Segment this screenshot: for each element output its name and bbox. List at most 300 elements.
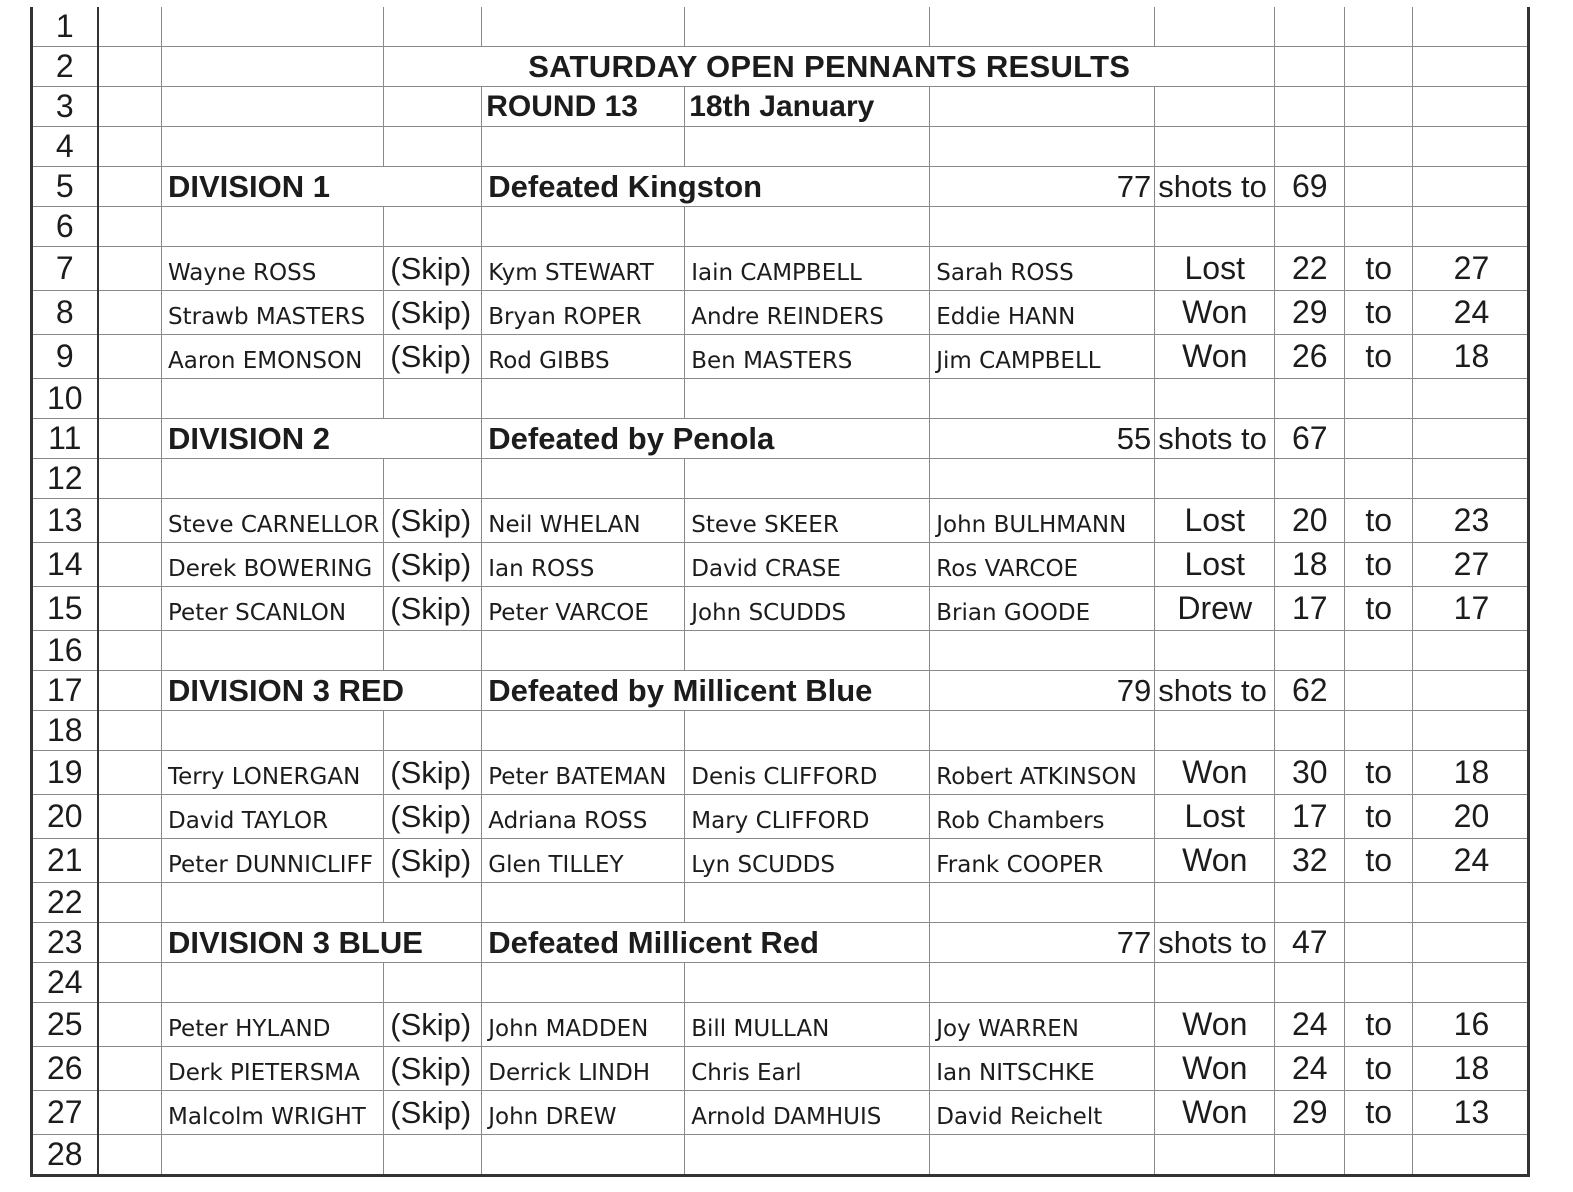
rink-outcome: Won (1155, 1003, 1275, 1047)
empty-cell (685, 379, 930, 419)
score-against: 18 (1413, 1047, 1529, 1091)
player-name: Adriana ROSS (482, 795, 685, 839)
empty-cell (98, 459, 162, 499)
empty-cell (482, 1135, 685, 1176)
rink-outcome: Lost (1155, 499, 1275, 543)
skip-label: (Skip) (384, 1003, 482, 1047)
player-name: Chris Earl (685, 1047, 930, 1091)
empty-cell (384, 87, 482, 127)
empty-cell (1413, 631, 1529, 671)
empty-cell (685, 207, 930, 247)
to-label: to (1345, 291, 1413, 335)
empty-cell (162, 963, 384, 1003)
shots-to-label: shots to (1155, 923, 1275, 963)
score-against: 24 (1413, 291, 1529, 335)
empty-cell (685, 127, 930, 167)
empty-cell (98, 1091, 162, 1135)
score-for: 24 (1275, 1047, 1345, 1091)
sheet-row (32, 883, 1529, 923)
skip-name: Wayne ROSS (162, 247, 384, 291)
skip-name: Derek BOWERING (162, 543, 384, 587)
empty-cell (162, 47, 384, 87)
empty-cell (1413, 923, 1529, 963)
empty-cell (1155, 7, 1275, 47)
score-against: 16 (1413, 1003, 1529, 1047)
row-number: 8 (32, 291, 98, 335)
empty-cell (930, 963, 1155, 1003)
empty-cell (1345, 631, 1413, 671)
empty-cell (1413, 127, 1529, 167)
row-number: 19 (32, 751, 98, 795)
empty-cell (482, 207, 685, 247)
player-name: Peter BATEMAN (482, 751, 685, 795)
row-number: 17 (32, 671, 98, 711)
empty-cell (685, 1135, 930, 1176)
player-name: Ian NITSCHKE (930, 1047, 1155, 1091)
division-shots-against: 62 (1275, 671, 1345, 711)
skip-name: Malcolm WRIGHT (162, 1091, 384, 1135)
sheet-row (32, 1003, 1529, 1047)
empty-cell (482, 7, 685, 47)
empty-cell (1275, 883, 1345, 923)
to-label: to (1345, 839, 1413, 883)
empty-cell (1413, 883, 1529, 923)
score-for: 22 (1275, 247, 1345, 291)
empty-cell (162, 883, 384, 923)
sheet-row (32, 839, 1529, 883)
player-name: Neil WHELAN (482, 499, 685, 543)
score-for: 20 (1275, 499, 1345, 543)
division-shots-against: 47 (1275, 923, 1345, 963)
sheet-row (32, 167, 1529, 207)
empty-cell (1345, 1135, 1413, 1176)
empty-cell (1155, 207, 1275, 247)
division-shots-against: 69 (1275, 167, 1345, 207)
score-for: 32 (1275, 839, 1345, 883)
skip-label: (Skip) (384, 499, 482, 543)
score-against: 23 (1413, 499, 1529, 543)
sheet-row (32, 87, 1529, 127)
skip-name: Terry LONERGAN (162, 751, 384, 795)
score-against: 24 (1413, 839, 1529, 883)
empty-cell (1155, 127, 1275, 167)
empty-cell (1345, 459, 1413, 499)
empty-cell (1275, 459, 1345, 499)
empty-cell (384, 631, 482, 671)
row-number: 27 (32, 1091, 98, 1135)
empty-cell (384, 7, 482, 47)
empty-cell (1413, 711, 1529, 751)
row-number: 2 (32, 47, 98, 87)
empty-cell (482, 963, 685, 1003)
empty-cell (1275, 47, 1345, 87)
empty-cell (685, 459, 930, 499)
empty-cell (930, 1135, 1155, 1176)
empty-cell (1275, 631, 1345, 671)
empty-cell (1345, 207, 1413, 247)
rink-outcome: Won (1155, 839, 1275, 883)
player-name: Lyn SCUDDS (685, 839, 930, 883)
empty-cell (1413, 87, 1529, 127)
player-name: Bill MULLAN (685, 1003, 930, 1047)
sheet-row (32, 379, 1529, 419)
row-number: 3 (32, 87, 98, 127)
empty-cell (1155, 631, 1275, 671)
skip-label: (Skip) (384, 247, 482, 291)
empty-cell (930, 883, 1155, 923)
empty-cell (1413, 379, 1529, 419)
player-name: Ros VARCOE (930, 543, 1155, 587)
sheet-row (32, 1091, 1529, 1135)
empty-cell (1345, 711, 1413, 751)
empty-cell (1413, 671, 1529, 711)
row-number: 4 (32, 127, 98, 167)
empty-cell (1155, 459, 1275, 499)
division-result: Defeated Kingston (482, 167, 930, 207)
empty-cell (98, 167, 162, 207)
empty-cell (1275, 87, 1345, 127)
sheet-row (32, 247, 1529, 291)
division-name: DIVISION 2 (162, 419, 482, 459)
empty-cell (1275, 7, 1345, 47)
sheet-row (32, 499, 1529, 543)
empty-cell (98, 923, 162, 963)
empty-cell (1275, 379, 1345, 419)
row-number: 15 (32, 587, 98, 631)
empty-cell (98, 1047, 162, 1091)
empty-cell (930, 7, 1155, 47)
empty-cell (1275, 711, 1345, 751)
empty-cell (1275, 1135, 1345, 1176)
score-against: 18 (1413, 335, 1529, 379)
empty-cell (384, 127, 482, 167)
to-label: to (1345, 499, 1413, 543)
empty-cell (1345, 167, 1413, 207)
empty-cell (162, 379, 384, 419)
empty-cell (98, 963, 162, 1003)
score-against: 18 (1413, 751, 1529, 795)
empty-cell (384, 459, 482, 499)
row-number: 21 (32, 839, 98, 883)
sheet-row (32, 127, 1529, 167)
empty-cell (1345, 7, 1413, 47)
row-number: 20 (32, 795, 98, 839)
empty-cell (98, 671, 162, 711)
score-against: 27 (1413, 543, 1529, 587)
to-label: to (1345, 247, 1413, 291)
player-name: Eddie HANN (930, 291, 1155, 335)
empty-cell (98, 751, 162, 795)
empty-cell (1345, 671, 1413, 711)
row-number: 14 (32, 543, 98, 587)
empty-cell (98, 839, 162, 883)
empty-cell (98, 631, 162, 671)
empty-cell (98, 499, 162, 543)
player-name: David CRASE (685, 543, 930, 587)
row-number: 23 (32, 923, 98, 963)
row-number: 10 (32, 379, 98, 419)
player-name: Andre REINDERS (685, 291, 930, 335)
skip-label: (Skip) (384, 1047, 482, 1091)
skip-label: (Skip) (384, 335, 482, 379)
sheet-row (32, 1135, 1529, 1176)
empty-cell (1155, 379, 1275, 419)
sheet-row (32, 631, 1529, 671)
empty-cell (1155, 1135, 1275, 1176)
skip-name: David TAYLOR (162, 795, 384, 839)
sheet-row (32, 795, 1529, 839)
empty-cell (1413, 1135, 1529, 1176)
player-name: Robert ATKINSON (930, 751, 1155, 795)
division-result: Defeated by Millicent Blue (482, 671, 930, 711)
division-name: DIVISION 3 RED (162, 671, 482, 711)
to-label: to (1345, 1091, 1413, 1135)
empty-cell (482, 883, 685, 923)
empty-cell (1345, 419, 1413, 459)
player-name: Joy WARREN (930, 1003, 1155, 1047)
empty-cell (1413, 167, 1529, 207)
empty-cell (98, 291, 162, 335)
empty-cell (384, 379, 482, 419)
skip-name: Steve CARNELLOR (162, 499, 384, 543)
empty-cell (162, 7, 384, 47)
sheet-body (32, 7, 1529, 1176)
empty-cell (1413, 47, 1529, 87)
sheet-row (32, 711, 1529, 751)
empty-cell (98, 711, 162, 751)
division-shots-against: 67 (1275, 419, 1345, 459)
empty-cell (98, 247, 162, 291)
score-for: 17 (1275, 795, 1345, 839)
empty-cell (930, 127, 1155, 167)
row-number: 22 (32, 883, 98, 923)
player-name: Sarah ROSS (930, 247, 1155, 291)
empty-cell (98, 87, 162, 127)
player-name: Steve SKEER (685, 499, 930, 543)
score-against: 13 (1413, 1091, 1529, 1135)
shots-to-label: shots to (1155, 671, 1275, 711)
sheet-row (32, 459, 1529, 499)
empty-cell (98, 127, 162, 167)
empty-cell (162, 711, 384, 751)
to-label: to (1345, 795, 1413, 839)
empty-cell (1345, 963, 1413, 1003)
empty-cell (1155, 883, 1275, 923)
row-number: 12 (32, 459, 98, 499)
to-label: to (1345, 1047, 1413, 1091)
empty-cell (98, 419, 162, 459)
sheet-row (32, 7, 1529, 47)
score-for: 18 (1275, 543, 1345, 587)
empty-cell (98, 47, 162, 87)
score-for: 24 (1275, 1003, 1345, 1047)
empty-cell (162, 1135, 384, 1176)
empty-cell (162, 87, 384, 127)
player-name: Ian ROSS (482, 543, 685, 587)
empty-cell (384, 963, 482, 1003)
empty-cell (685, 883, 930, 923)
empty-cell (162, 127, 384, 167)
to-label: to (1345, 751, 1413, 795)
empty-cell (1345, 923, 1413, 963)
empty-cell (685, 711, 930, 751)
row-number: 26 (32, 1047, 98, 1091)
empty-cell (1155, 963, 1275, 1003)
player-name: Iain CAMPBELL (685, 247, 930, 291)
score-for: 29 (1275, 1091, 1345, 1135)
player-name: Glen TILLEY (482, 839, 685, 883)
sheet-row (32, 923, 1529, 963)
empty-cell (1413, 7, 1529, 47)
empty-cell (930, 87, 1155, 127)
row-number: 6 (32, 207, 98, 247)
row-number: 28 (32, 1135, 98, 1176)
rink-outcome: Won (1155, 751, 1275, 795)
empty-cell (1413, 963, 1529, 1003)
player-name: Bryan ROPER (482, 291, 685, 335)
score-against: 17 (1413, 587, 1529, 631)
player-name: Brian GOODE (930, 587, 1155, 631)
empty-cell (384, 711, 482, 751)
rink-outcome: Lost (1155, 247, 1275, 291)
player-name: John SCUDDS (685, 587, 930, 631)
rink-outcome: Drew (1155, 587, 1275, 631)
empty-cell (98, 543, 162, 587)
empty-cell (482, 379, 685, 419)
results-spreadsheet (30, 7, 1530, 1177)
division-shots-for: 77 (930, 167, 1155, 207)
empty-cell (482, 127, 685, 167)
empty-cell (98, 7, 162, 47)
division-shots-for: 55 (930, 419, 1155, 459)
sheet-row (32, 419, 1529, 459)
player-name: Ben MASTERS (685, 335, 930, 379)
rink-outcome: Lost (1155, 795, 1275, 839)
score-against: 27 (1413, 247, 1529, 291)
rink-outcome: Won (1155, 291, 1275, 335)
empty-cell (482, 711, 685, 751)
rink-outcome: Won (1155, 1047, 1275, 1091)
player-name: Rob Chambers (930, 795, 1155, 839)
empty-cell (98, 795, 162, 839)
division-name: DIVISION 1 (162, 167, 482, 207)
skip-label: (Skip) (384, 291, 482, 335)
skip-name: Peter HYLAND (162, 1003, 384, 1047)
sheet-row (32, 47, 1529, 87)
player-name: David Reichelt (930, 1091, 1155, 1135)
empty-cell (1275, 207, 1345, 247)
skip-label: (Skip) (384, 751, 482, 795)
player-name: Denis CLIFFORD (685, 751, 930, 795)
division-name: DIVISION 3 BLUE (162, 923, 482, 963)
empty-cell (685, 963, 930, 1003)
empty-cell (98, 883, 162, 923)
to-label: to (1345, 543, 1413, 587)
empty-cell (930, 459, 1155, 499)
empty-cell (1413, 419, 1529, 459)
player-name: Jim CAMPBELL (930, 335, 1155, 379)
empty-cell (98, 379, 162, 419)
division-result: Defeated Millicent Red (482, 923, 930, 963)
player-name: John BULHMANN (930, 499, 1155, 543)
empty-cell (1345, 883, 1413, 923)
empty-cell (98, 207, 162, 247)
score-for: 17 (1275, 587, 1345, 631)
empty-cell (1345, 379, 1413, 419)
division-shots-for: 77 (930, 923, 1155, 963)
to-label: to (1345, 1003, 1413, 1047)
row-number: 24 (32, 963, 98, 1003)
empty-cell (1345, 87, 1413, 127)
sheet-row (32, 671, 1529, 711)
empty-cell (384, 883, 482, 923)
player-name: Arnold DAMHUIS (685, 1091, 930, 1135)
empty-cell (384, 1135, 482, 1176)
division-shots-for: 79 (930, 671, 1155, 711)
rink-outcome: Won (1155, 1091, 1275, 1135)
skip-name: Peter SCANLON (162, 587, 384, 631)
empty-cell (482, 631, 685, 671)
empty-cell (930, 631, 1155, 671)
row-number: 13 (32, 499, 98, 543)
empty-cell (1275, 127, 1345, 167)
sheet-row (32, 335, 1529, 379)
row-number: 18 (32, 711, 98, 751)
to-label: to (1345, 587, 1413, 631)
skip-name: Aaron EMONSON (162, 335, 384, 379)
skip-name: Peter DUNNICLIFF (162, 839, 384, 883)
shots-to-label: shots to (1155, 167, 1275, 207)
empty-cell (98, 1135, 162, 1176)
division-result: Defeated by Penola (482, 419, 930, 459)
row-number: 25 (32, 1003, 98, 1047)
score-for: 30 (1275, 751, 1345, 795)
skip-name: Strawb MASTERS (162, 291, 384, 335)
sheet-row (32, 291, 1529, 335)
empty-cell (1155, 87, 1275, 127)
empty-cell (482, 459, 685, 499)
skip-label: (Skip) (384, 587, 482, 631)
empty-cell (1155, 711, 1275, 751)
player-name: Mary CLIFFORD (685, 795, 930, 839)
empty-cell (98, 1003, 162, 1047)
empty-cell (685, 7, 930, 47)
skip-label: (Skip) (384, 1091, 482, 1135)
rink-outcome: Won (1155, 335, 1275, 379)
score-for: 29 (1275, 291, 1345, 335)
skip-label: (Skip) (384, 543, 482, 587)
empty-cell (162, 459, 384, 499)
round-label: ROUND 13 (482, 87, 685, 127)
empty-cell (930, 379, 1155, 419)
score-against: 20 (1413, 795, 1529, 839)
player-name: John MADDEN (482, 1003, 685, 1047)
row-number: 1 (32, 7, 98, 47)
row-number: 9 (32, 335, 98, 379)
sheet-title: SATURDAY OPEN PENNANTS RESULTS (384, 47, 1275, 87)
empty-cell (1413, 207, 1529, 247)
empty-cell (1345, 47, 1413, 87)
round-date: 18th January (685, 87, 930, 127)
player-name: Derrick LINDH (482, 1047, 685, 1091)
empty-cell (162, 631, 384, 671)
row-number: 11 (32, 419, 98, 459)
row-number: 16 (32, 631, 98, 671)
empty-cell (98, 335, 162, 379)
shots-to-label: shots to (1155, 419, 1275, 459)
row-number: 5 (32, 167, 98, 207)
empty-cell (930, 711, 1155, 751)
